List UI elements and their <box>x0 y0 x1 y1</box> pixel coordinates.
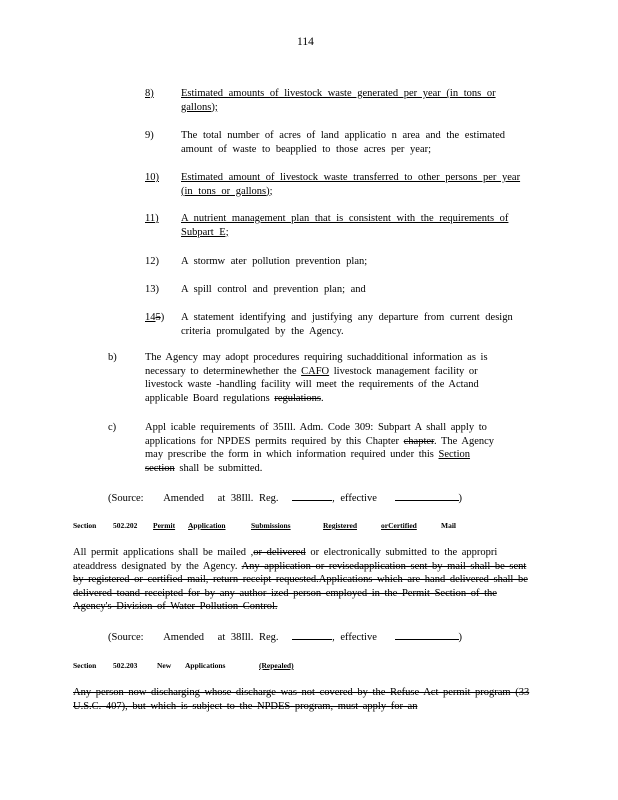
source-note <box>108 629 462 645</box>
text-run: shall be submitted. <box>174 462 263 474</box>
text-run: . The Agency may prescribe the form in which information required under this <box>145 435 495 460</box>
text-run: . <box>321 392 324 404</box>
deleted-text: regulations <box>274 392 321 404</box>
heading-word: Permit <box>153 521 176 530</box>
heading-word: Mail <box>441 521 456 530</box>
blank-line <box>292 629 332 640</box>
body-paragraph <box>73 546 535 614</box>
inserted-text: CAFO <box>301 365 330 377</box>
item-text: Estimated amount of livestock waste transferred to other persons per year (in tons or gallons); <box>181 172 521 197</box>
close-paren: ) <box>458 493 463 504</box>
heading-word: Registered <box>323 521 358 530</box>
text-run: or electronically submitted to the appropri ateaddress designated by the Agency. <box>73 547 498 572</box>
item-number: 9) <box>145 130 154 141</box>
item-text: A statement identifying and justifying any departure from current design criteria promulgated by the Agency. <box>181 312 513 337</box>
section-heading <box>73 519 543 531</box>
item-number <box>145 311 175 325</box>
deleted-text: or delivered <box>253 547 306 558</box>
text-run: Appl icable requirements of 35Ill. Adm. Code 309: Subpart A shall apply to applications for NPDES permits required by this Chapter <box>145 422 487 447</box>
text-run: All permit applications shall be mailed , <box>73 547 254 558</box>
section-heading <box>73 659 543 671</box>
heading-number: 502.203 <box>113 661 138 670</box>
item-text: Estimated amounts of livestock waste generated per year (in tons or gallons); <box>181 88 496 113</box>
text-run: livestock management facility or livestock waste -handling facility will meet the requirements of the Actand applicable Board regulations <box>145 365 479 404</box>
page-number: 114 <box>297 36 314 48</box>
item-number: 13) <box>145 284 159 295</box>
item-text: The total number of acres of land applicatio n area and the estimated amount of waste to beapplied to those acres per year; <box>181 130 506 155</box>
source-note <box>108 490 462 506</box>
heading-word: Application <box>188 521 226 530</box>
blank-line <box>292 490 332 501</box>
item-number: 12) <box>145 256 159 267</box>
deleted-number: 5 <box>155 312 161 323</box>
item-text: A nutrient management plan that is consistent with the requirements of Subpart E; <box>181 213 509 238</box>
blank-line <box>395 629 459 640</box>
inserted-text: Section <box>438 449 471 460</box>
deleted-text: section <box>145 462 175 474</box>
heading-word: Submissions <box>251 521 291 530</box>
heading-section-word: Section <box>73 661 97 670</box>
subsection-label: c) <box>108 422 117 433</box>
subsection-text <box>145 351 495 405</box>
item-number: 8) <box>145 88 154 99</box>
close-paren: ) <box>458 632 463 643</box>
effective-label: , effective <box>332 493 377 504</box>
blank-line <box>395 490 459 501</box>
source-label: (Source: <box>108 493 144 504</box>
new-number: 14 <box>145 312 156 323</box>
amended-label: Amended <box>163 632 205 643</box>
effective-label: , effective <box>332 632 377 643</box>
heading-word: New <box>157 661 172 670</box>
text-run: The Agency may adopt procedures requiring suchadditional information as is necessary to determinewhether the <box>145 352 488 377</box>
amended-label: Amended <box>163 493 205 504</box>
heading-word: (Repealed) <box>259 661 294 670</box>
source-label: (Source: <box>108 632 144 643</box>
item-text: A stormw ater pollution prevention plan; <box>181 256 368 267</box>
register-reference: at 38Ill. Reg. <box>217 493 279 504</box>
heading-section-word: Section <box>73 521 97 530</box>
deleted-text: Any person now discharging whose discharge was not covered by the Refuse Act permit program (33 U.S.C. 407), but which is subject to the NPDES program, must apply for an <box>73 687 530 712</box>
item-number: 11) <box>145 213 159 224</box>
deleted-text: chapter <box>403 435 434 447</box>
deleted-text: Any application or revisedapplication sent by mail shall be sent by registered or certified mail, return receipt requested.Applications which are hand delivered shall be delivered toand receipted for by any author ized person employed in the Permit Section of the Agency's Division of Water Pollution Control. <box>73 560 528 612</box>
heading-word: orCertified <box>381 521 417 530</box>
heading-word: Applications <box>185 661 226 670</box>
subsection-text <box>145 421 495 475</box>
number-paren: ) <box>160 312 165 323</box>
item-text: A spill control and prevention plan; and <box>181 284 366 295</box>
heading-number: 502.202 <box>113 521 138 530</box>
item-number: 10) <box>145 172 159 183</box>
register-reference: at 38Ill. Reg. <box>217 632 279 643</box>
subsection-label: b) <box>108 352 117 363</box>
body-paragraph <box>73 686 535 713</box>
